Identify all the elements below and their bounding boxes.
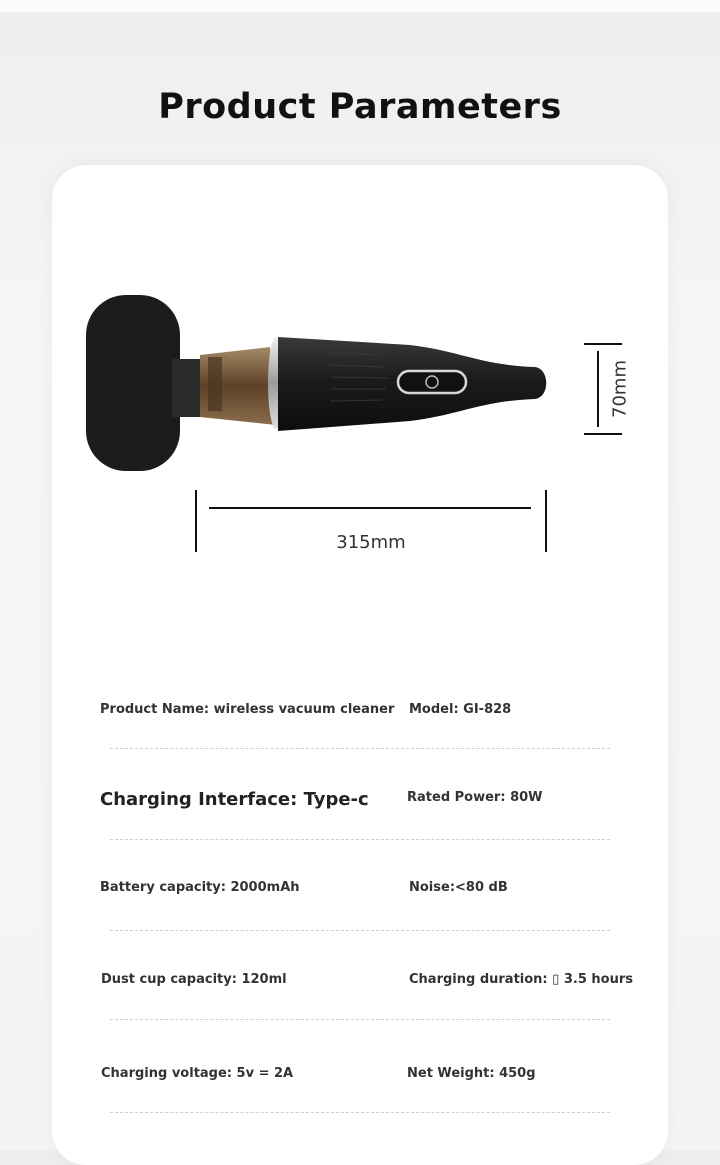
spec-dust-cup-capacity: Dust cup capacity: 120ml bbox=[101, 972, 287, 987]
spec-divider bbox=[110, 839, 610, 840]
width-label: 315mm bbox=[336, 532, 406, 553]
spec-divider bbox=[110, 930, 610, 931]
width-dimension bbox=[195, 490, 547, 552]
spec-charging-duration: Charging duration: ▯ 3.5 hours bbox=[409, 972, 633, 987]
spec-divider bbox=[110, 1112, 610, 1113]
top-strip bbox=[0, 0, 720, 12]
spec-net-weight: Net Weight: 450g bbox=[407, 1066, 536, 1081]
vacuum-cleaner-image bbox=[80, 285, 560, 485]
brush-head bbox=[86, 295, 180, 471]
spec-divider bbox=[110, 1019, 610, 1020]
spec-charging-voltage: Charging voltage: 5v = 2A bbox=[101, 1066, 294, 1081]
spec-battery-capacity: Battery capacity: 2000mAh bbox=[100, 880, 300, 895]
spec-product-name: Product Name: wireless vacuum cleaner bbox=[100, 702, 395, 717]
spec-model: Model: GI-828 bbox=[409, 702, 512, 717]
page-title: Product Parameters bbox=[158, 87, 562, 128]
power-switch bbox=[398, 371, 466, 393]
spec-divider bbox=[110, 748, 610, 749]
spec-rated-power: Rated Power: 80W bbox=[407, 790, 543, 805]
height-dimension bbox=[584, 343, 629, 435]
height-label: 70mm bbox=[609, 360, 631, 418]
spec-noise: Noise:<80 dB bbox=[409, 880, 508, 895]
spec-charging-interface: Charging Interface: Type-c bbox=[100, 789, 369, 810]
